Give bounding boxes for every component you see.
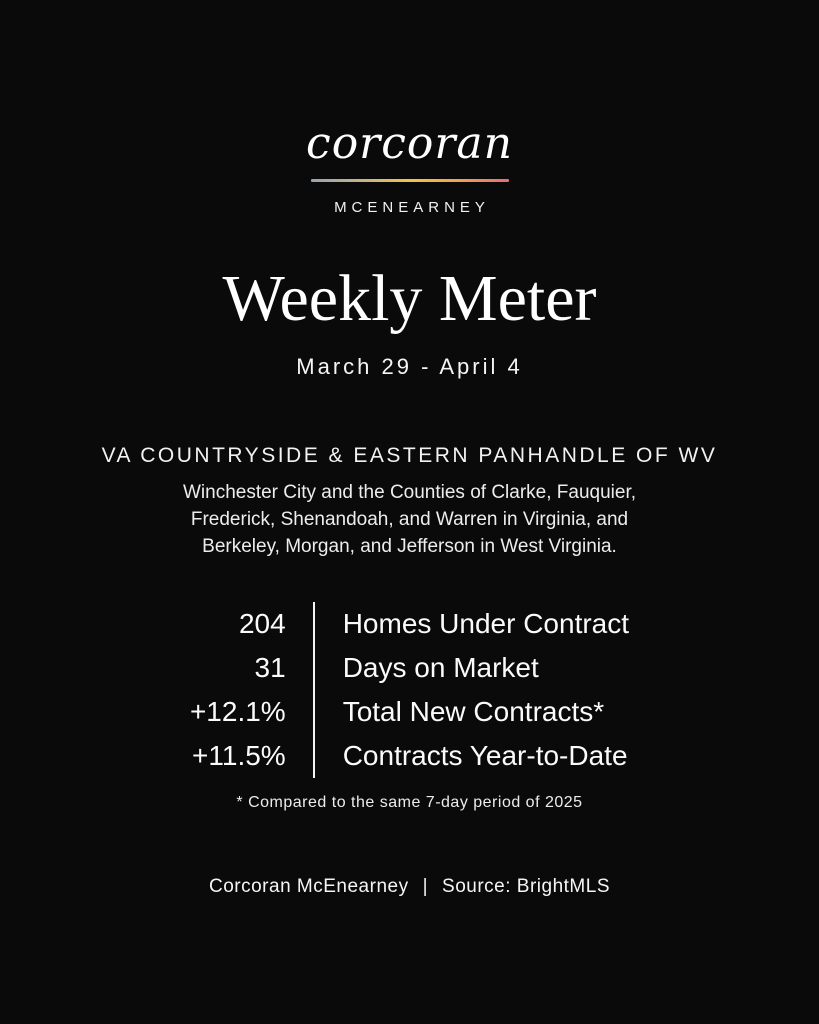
footer-separator: | — [422, 876, 429, 897]
page-title: Weekly Meter — [222, 262, 597, 335]
region-heading: VA COUNTRYSIDE & EASTERN PANHANDLE OF WV — [101, 444, 718, 467]
brand-subname: MCENEARNEY — [334, 199, 490, 216]
region-description — [183, 479, 636, 560]
stat-value: 31 — [254, 652, 286, 683]
brand-logo — [306, 118, 513, 216]
date-range: March 29 - April 4 — [296, 354, 523, 379]
stats-values-column — [190, 602, 313, 778]
stats-table — [190, 602, 629, 778]
footer-brand: Corcoran McEnearney — [209, 876, 409, 897]
brand-gradient-bar — [311, 179, 509, 182]
stat-value: +11.5% — [192, 740, 286, 771]
brand-wordmark: corcoran — [306, 118, 513, 169]
region-description-line: Winchester City and the Counties of Clarke, Fauquier, — [182, 482, 637, 503]
stat-label: Total New Contracts* — [342, 696, 605, 727]
stat-label: Homes Under Contract — [342, 608, 630, 639]
region-description-line: Berkeley, Morgan, and Jefferson in West Virginia. — [202, 536, 617, 557]
stat-value: 204 — [238, 608, 286, 639]
stat-label: Contracts Year-to-Date — [342, 740, 628, 771]
stat-label: Days on Market — [342, 652, 539, 683]
footer-source: Source: BrightMLS — [442, 876, 610, 897]
footer — [209, 876, 610, 898]
stat-value: +12.1% — [189, 696, 286, 727]
region-description-line: Frederick, Shenandoah, and Warren in Virginia, and — [190, 509, 629, 530]
stats-footnote: * Compared to the same 7-day period of 2025 — [236, 794, 583, 811]
stats-labels-column — [315, 602, 629, 778]
